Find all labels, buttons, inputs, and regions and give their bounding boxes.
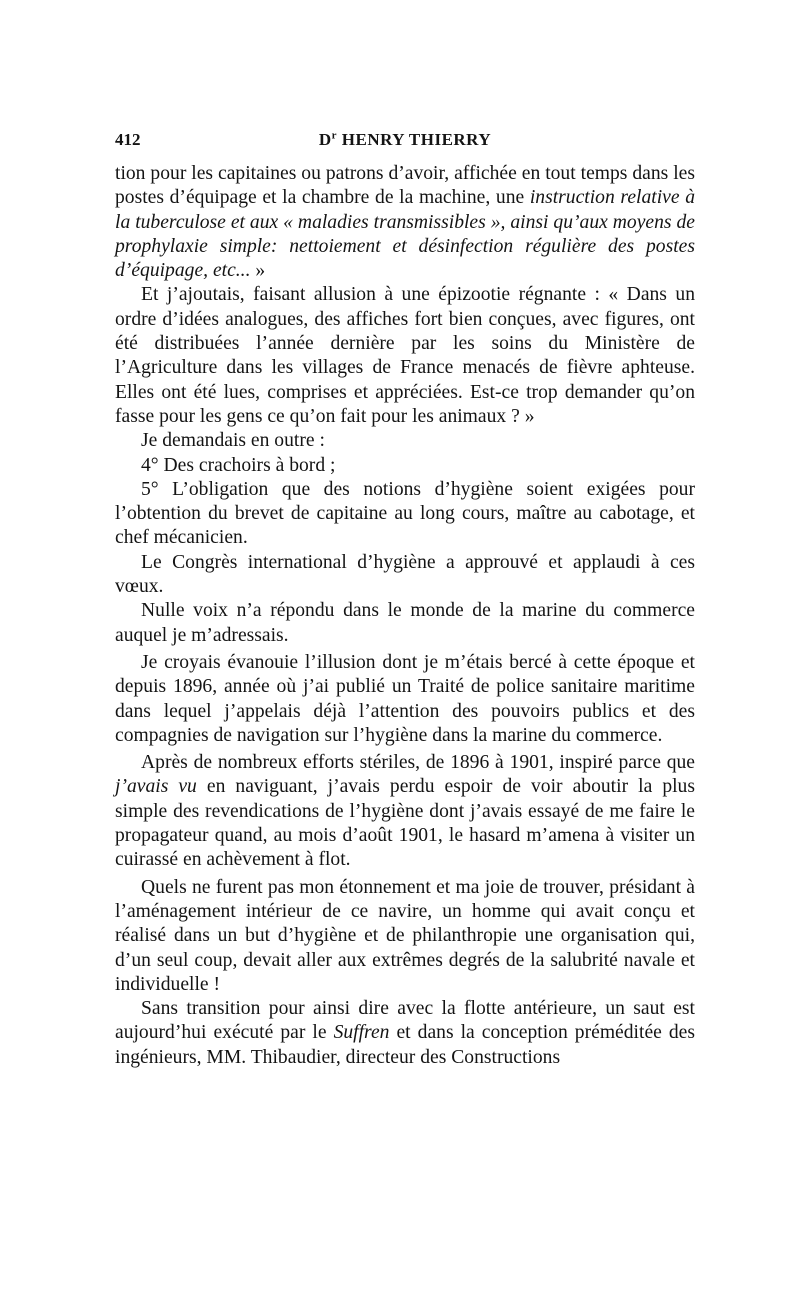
paragraph-9-text-b: en naviguant, j’avais perdu espoir de voir aboutir la plus simple des revendications de l’hygiène dont j’avais essayé de me faire le propagateur quand, au mois d’août 1901, le hasard m’amena à visiter un cuirassé en achèvement à flot. — [115, 776, 695, 871]
paragraph-4: 4° Des crachoirs à bord ; — [141, 454, 336, 476]
paragraph-1-text-b: » — [250, 260, 266, 282]
paragraph-9 — [115, 751, 695, 872]
paragraph-6: Le Congrès international d’hygiène a approuvé et applaudi à ces vœux. — [115, 551, 695, 598]
book-page — [115, 128, 695, 1070]
paragraph-10: Quels ne furent pas mon étonnement et ma joie de trouver, présidant à l’aménagement intérieur de ce navire, un homme qui avait conçu et réalisé dans un but d’hygiène et de philanthropie une organisation qui, d’un seul coup, devait aller aux extrêmes degrés de la salubrité navale et individuelle ! — [115, 876, 695, 995]
paragraph-11-italic: Suffren — [333, 1022, 390, 1044]
paragraph-1-italic: instruction relative à la tuberculose et aux « maladies transmissibles », ainsi qu’aux moyens de prophylaxie simple: nettoiement et désinfection régulière des postes d’équipage, etc... — [115, 187, 695, 282]
paragraph-8: Je croyais évanouie l’illusion dont je m’étais bercé à cette époque et depuis 1896, année où j’ai publié un Traité de police sanitaire maritime dans lequel j’appelais déjà l’attention des pouvoirs publics et des compagnies de navigation sur l’hygiène dans la marine du commerce. — [115, 651, 695, 746]
paragraph-1-text-a: tion pour les capitaines ou patrons d’avoir, affichée en tout temps dans les postes d’équipage et la chambre de la machine, une — [115, 163, 695, 209]
paragraph-11-text-a: Sans transition pour ainsi dire avec la flotte antérieure, un saut est aujourd’hui exécuté par le — [115, 998, 695, 1044]
paragraph-7: Nulle voix n’a répondu dans le monde de la marine du commerce auquel je m’adressais. — [115, 600, 695, 646]
paragraph-2: Et j’ajoutais, faisant allusion à une épizootie régnante : « Dans un ordre d’idées analogues, des affiches fort bien conçues, avec figures, ont été distribuées l’année dernière par les soins du Ministère de l’Agriculture dans les villages de France menacés de fièvre aphteuse. Elles ont été lues, comprises et appréciées. Est-ce trop demander qu’on fasse pour les gens ce qu’on fait pour les animaux ? » — [115, 284, 695, 427]
paragraph-5: 5° L’obligation que des notions d’hygiène soient exigées pour l’obtention du brevet de capitaine au long cours, maître au cabotage, et chef mécanicien. — [115, 478, 695, 549]
author-prefix: D — [318, 130, 332, 149]
paragraph-11-text-b: et dans la conception préméditée des ingénieurs, MM. Thibaudier, directeur des Constructions — [115, 1022, 695, 1068]
page-number: 412 — [115, 130, 141, 149]
paragraph-11 — [115, 997, 695, 1070]
paragraph-9-text-a: Après de nombreux efforts stériles, de 1896 à 1901, inspiré parce que — [141, 752, 695, 774]
body-text — [115, 162, 695, 1070]
paragraph-3: Je demandais en outre : — [141, 430, 325, 452]
author-prefix-superscript: r — [331, 129, 338, 142]
author-name: HENRY THIERRY — [337, 130, 492, 149]
running-head — [115, 128, 695, 152]
paragraph-9-italic: j’avais vu — [115, 776, 197, 798]
page-header — [115, 128, 695, 152]
paragraph-1 — [115, 162, 695, 283]
